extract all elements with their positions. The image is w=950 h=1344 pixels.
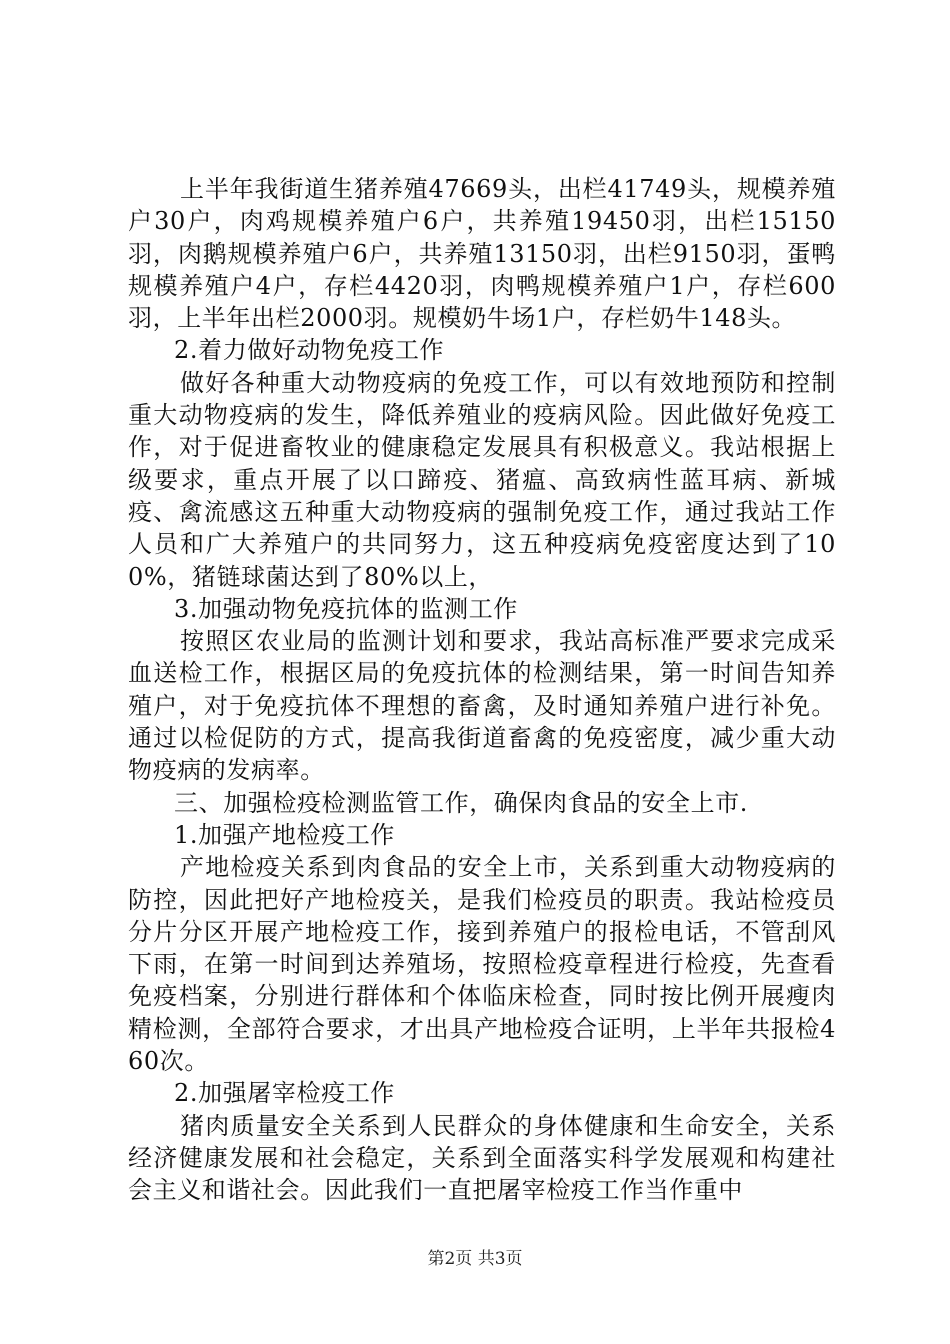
heading-origin-quarantine: 1.加强产地检疫工作 xyxy=(174,820,395,849)
heading-immunization: 2.着力做好动物免疫工作 xyxy=(174,336,445,365)
page-number-footer: 第2页 共3页 xyxy=(427,1249,523,1269)
paragraph-origin-quarantine: 产地检疫关系到肉食品的安全上市，关系到重大动物疫病的防控，因此把好产地检疫关，是我们检疫员的职责。我站检疫员分片分区开展产地检疫工作，接到养殖户的报检电话，不管刮风下雨，在第一时间到达养殖场，按照检疫章程进行检疫，先查看免疫档案，分别进行群体和个体临床检查，同时按比例开展瘦肉精检测，全部符合要求，才出具产地检疫合证明，上半年共报检460次。 xyxy=(128,853,836,1076)
paragraph-antibody-monitoring: 按照区农业局的监测计划和要求，我站高标准严要求完成采血送检工作，根据区局的免疫抗体的检测结果，第一时间告知养殖户，对于免疫抗体不理想的畜禽，及时通知养殖户进行补免。通过以检促防的方式，提高我街道畜禽的免疫密度，减少重大动物疫病的发病率。 xyxy=(128,627,836,785)
paragraph-immunization: 做好各种重大动物疫病的免疫工作，可以有效地预防和控制重大动物疫病的发生，降低养殖业的疫病风险。因此做好免疫工作，对于促进畜牧业的健康稳定发展具有积极意义。我站根据上级要求，重点开展了以口蹄疫、猪瘟、高致病性蓝耳病、新城疫、禽流感这五种重大动物疫病的强制免疫工作，通过我站工作人员和广大养殖户的共同努力，这五种疫病免疫密度达到了100%，猪链球菌达到了80%以上， xyxy=(128,368,836,591)
heading-slaughter-quarantine: 2.加强屠宰检疫工作 xyxy=(174,1079,395,1108)
heading-antibody-monitoring: 3.加强动物免疫抗体的监测工作 xyxy=(174,594,518,623)
paragraph-slaughter-quarantine: 猪肉质量安全关系到人民群众的身体健康和生命安全，关系经济健康发展和社会稳定，关系到全面落实科学发展观和构建社会主义和谐社会。因此我们一直把屠宰检疫工作当作重中 xyxy=(128,1111,836,1205)
paragraph-livestock-stats: 上半年我街道生猪养殖47669头，出栏41749头，规模养殖户30户，肉鸡规模养殖户6户，共养殖19450羽，出栏15150羽，肉鹅规模养殖户6户，共养殖13150羽，出栏9150羽，蛋鸭规模养殖户4户，存栏4420羽，肉鸭规模养殖户1户，存栏600羽，上半年出栏2000羽。规模奶牛场1户，存栏奶牛148头。 xyxy=(128,175,836,333)
document-body xyxy=(128,173,836,1207)
heading-section-three: 三、加强检疫检测监管工作，确保肉食品的安全上市. xyxy=(174,788,749,817)
